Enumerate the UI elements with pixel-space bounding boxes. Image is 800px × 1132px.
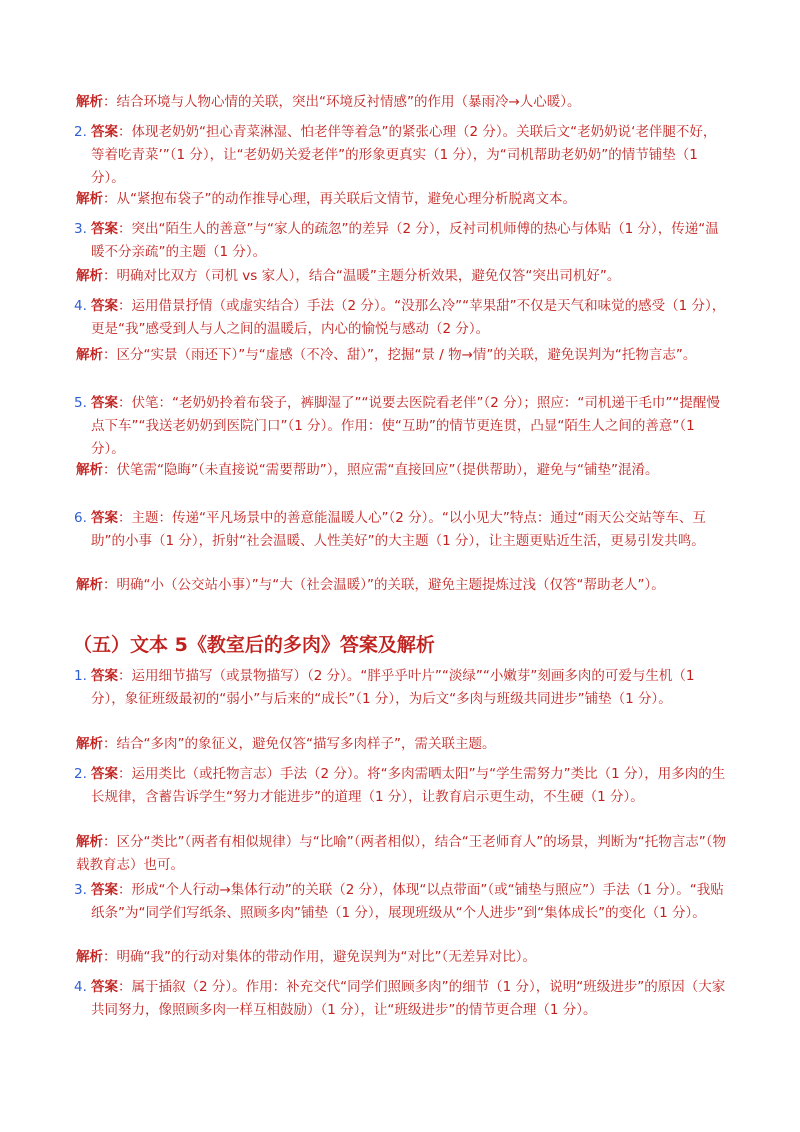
answer-label: 答案 bbox=[91, 221, 118, 237]
answer-label: 答案 bbox=[91, 298, 118, 314]
analysis-label: 解析 bbox=[76, 347, 103, 363]
answer-paragraph-s2 bbox=[74, 763, 727, 809]
answer-paragraph-q6 bbox=[74, 507, 727, 553]
answer-text: ：运用细节描写（或景物描写）（2 分）。“胖乎乎叶片”“淡绿”“小嫩芽”刻画多肉的可爱与生机（1 分），象征班级最初的“弱小”与后来的“成长”（1 分），为后文“多肉与班级共同进步”铺垫（1 分）。 bbox=[91, 668, 695, 707]
analysis-paragraph-s3 bbox=[76, 946, 726, 969]
analysis-text: ：结合环境与人物心情的关联，突出“环境反衬情感”的作用（暴雨冷→人心暖）。 bbox=[103, 94, 581, 110]
analysis-paragraph bbox=[76, 91, 726, 114]
analysis-label: 解析 bbox=[76, 462, 103, 478]
analysis-text: ：伏笔需“隐晦”（未直接说“需要帮助”），照应需“直接回应”（提供帮助），避免与“铺垫”混淆。 bbox=[103, 462, 659, 478]
answer-text: ：形成“个人行动→集体行动”的关联（2 分），体现“以点带面”（或“铺垫与照应”）手法（1 分）。“我贴纸条”为“同学们写纸条、照顾多肉”铺垫（1 分），展现班级从“个人进步”到“集体成长”的变化（1 分）。 bbox=[91, 882, 724, 921]
analysis-paragraph-q3 bbox=[76, 265, 726, 288]
analysis-text: ：从“紧抱布袋子”的动作推导心理，再关联后文情节，避免心理分析脱离文本。 bbox=[103, 191, 576, 207]
item-number: 4. bbox=[74, 298, 87, 314]
answer-text: ：运用类比（或托物言志）手法（2 分）。将“多肉需晒太阳”与“学生需努力”类比（1 分），用多肉的生长规律，含蓄告诉学生“努力才能进步”的道理（1 分），让教育启示更生动，不生硬（1 分）。 bbox=[91, 766, 726, 805]
analysis-label: 解析 bbox=[76, 834, 103, 850]
item-number: 6. bbox=[74, 510, 87, 526]
analysis-label: 解析 bbox=[76, 268, 103, 284]
answer-text: ：体现老奶奶“担心青菜淋湿、怕老伴等着急”的紧张心理（2 分）。关联后文“老奶奶说‘老伴腿不好，等着吃青菜’”（1 分），让“老奶奶关爱老伴”的形象更真实（1 分），为“司机帮助老奶奶”的情节铺垫（1 分）。 bbox=[91, 124, 717, 186]
analysis-paragraph-q6 bbox=[76, 574, 726, 597]
analysis-paragraph-q4 bbox=[76, 344, 726, 367]
analysis-paragraph-q2 bbox=[76, 188, 726, 211]
answer-paragraph-s4 bbox=[74, 976, 727, 1022]
answer-label: 答案 bbox=[91, 668, 118, 684]
answer-paragraph-s3 bbox=[74, 879, 727, 925]
answer-text: ：伏笔：“老奶奶拎着布袋子，裤脚湿了”“说要去医院看老伴”（2 分）；照应：“司机递干毛巾”“提醒慢点下车”“我送老奶奶到医院门口”（1 分）。作用：使“互助”的情节更连贯，凸显“陌生人之间的善意”（1 分）。 bbox=[91, 395, 720, 457]
answer-label: 答案 bbox=[91, 766, 118, 782]
item-number: 5. bbox=[74, 395, 87, 411]
analysis-text: ：区分“类比”（两者有相似规律）与“比喻”（两者相似），结合“王老师育人”的场景，判断为“托物言志”（物载教育志）也可。 bbox=[76, 834, 726, 873]
item-number: 4. bbox=[74, 979, 87, 995]
answer-label: 答案 bbox=[91, 395, 118, 411]
item-number: 2. bbox=[74, 766, 87, 782]
analysis-paragraph-s2 bbox=[76, 831, 726, 877]
item-number: 2. bbox=[74, 124, 87, 140]
answer-paragraph-q3 bbox=[74, 218, 727, 264]
answer-text: ：主题：传递“平凡场景中的善意能温暖人心”（2 分）。“以小见大”特点：通过“雨天公交站等车、互助”的小事（1 分），折射“社会温暖、人性美好”的大主题（1 分），让主题更贴近生活，更易引发共鸣。 bbox=[91, 510, 706, 549]
analysis-text: ：明确对比双方（司机 vs 家人），结合“温暖”主题分析效果，避免仅答“突出司机好”。 bbox=[103, 268, 621, 284]
item-number: 1. bbox=[74, 668, 87, 684]
answer-paragraph-s1 bbox=[74, 665, 727, 711]
answer-text: ：运用借景抒情（或虚实结合）手法（2 分）。“没那么冷”“苹果甜”不仅是天气和味觉的感受（1 分），更是“我”感受到人与人之间的温暖后，内心的愉悦与感动（2 分）。 bbox=[91, 298, 726, 337]
answer-label: 答案 bbox=[91, 979, 118, 995]
analysis-label: 解析 bbox=[76, 736, 103, 752]
analysis-label: 解析 bbox=[76, 949, 103, 965]
analysis-label: 解析 bbox=[76, 94, 103, 110]
answer-paragraph-q5 bbox=[74, 392, 727, 461]
answer-label: 答案 bbox=[91, 124, 118, 140]
answer-label: 答案 bbox=[91, 882, 118, 898]
item-number: 3. bbox=[74, 221, 87, 237]
analysis-label: 解析 bbox=[76, 191, 103, 207]
section-heading: （五）文本 5《教室后的多肉》答案及解析 bbox=[73, 634, 435, 656]
item-number: 3. bbox=[74, 882, 87, 898]
analysis-paragraph-q5 bbox=[76, 459, 726, 482]
analysis-label: 解析 bbox=[76, 577, 103, 593]
analysis-text: ：明确“小（公交站小事）”与“大（社会温暖）”的关联，避免主题提炼过浅（仅答“帮助老人”）。 bbox=[103, 577, 665, 593]
analysis-text: ：区分“实景（雨还下）”与“虚感（不冷、甜）”，挖掘“景 / 物→情”的关联，避免误判为“托物言志”。 bbox=[103, 347, 697, 363]
analysis-text: ：明确“我”的行动对集体的带动作用，避免误判为“对比”（无差异对比）。 bbox=[103, 949, 536, 965]
answer-paragraph-q4 bbox=[74, 295, 727, 341]
answer-text: ：属于插叙（2 分）。作用：补充交代“同学们照顾多肉”的细节（1 分），说明“班级进步”的原因（大家共同努力，像照顾多肉一样互相鼓励）（1 分），让“班级进步”的情节更合理（1 分）。 bbox=[91, 979, 726, 1018]
answer-paragraph-q2 bbox=[74, 121, 727, 190]
analysis-text: ：结合“多肉”的象征义，避免仅答“描写多肉样子”，需关联主题。 bbox=[103, 736, 496, 752]
analysis-paragraph-s1 bbox=[76, 733, 726, 756]
answer-label: 答案 bbox=[91, 510, 118, 526]
answer-text: ：突出“陌生人的善意”与“家人的疏忽”的差异（2 分），反衬司机师傅的热心与体贴（1 分），传递“温暖不分亲疏”的主题（1 分）。 bbox=[91, 221, 719, 260]
